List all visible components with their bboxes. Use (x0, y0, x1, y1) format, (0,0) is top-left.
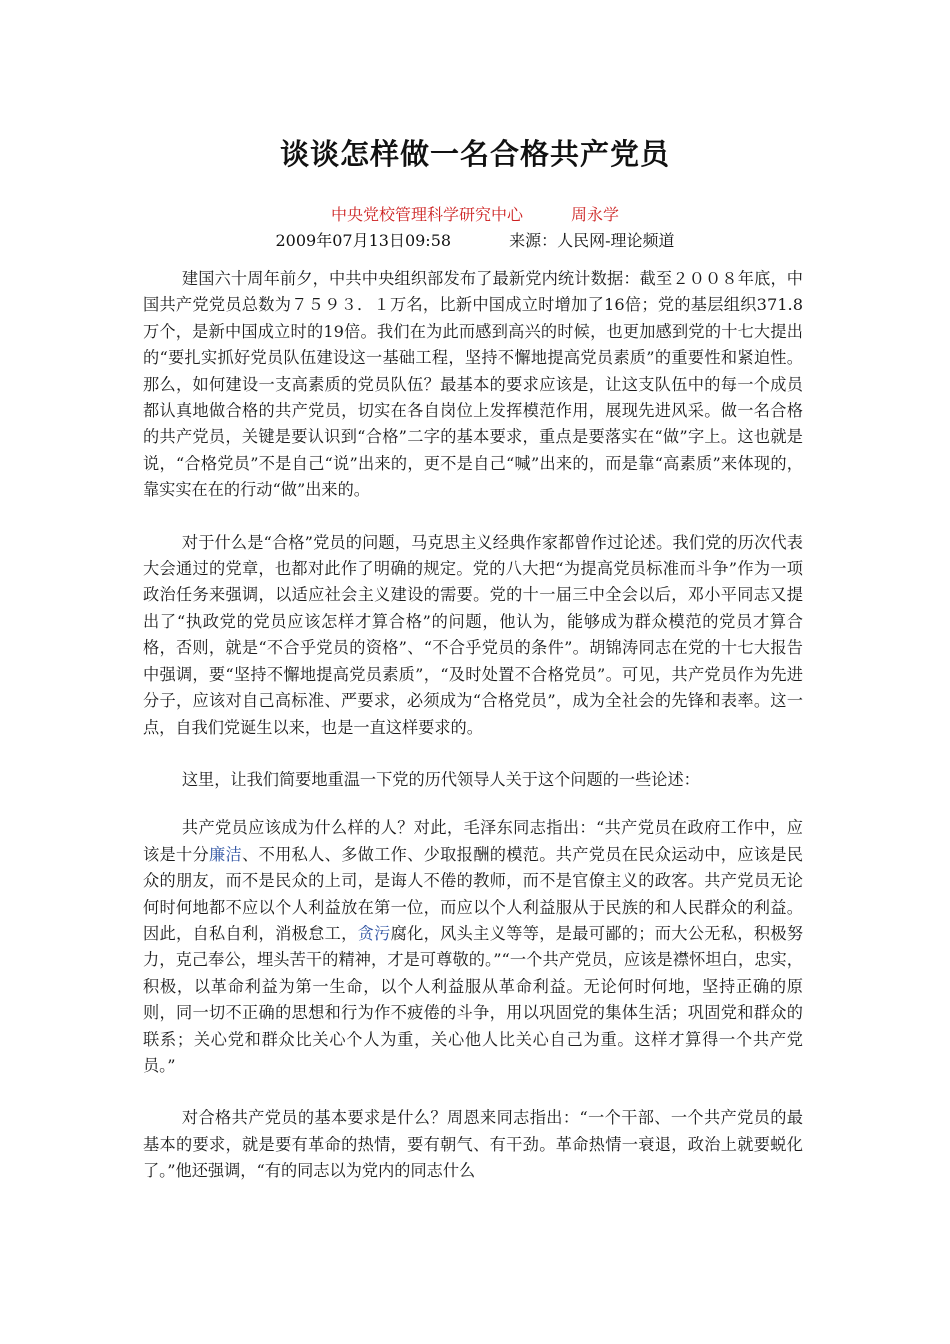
paragraph-4-part-3: 腐化，风头主义等等，是最可鄙的；而大公无私，积极努力，克己奉公，埋头苦干的精神，才是可尊敬的。”“一个共产党员，应该是襟怀坦白，忠实，积极，以革命利益为第一生命，以个人利益服从革命利益。无论何时何地，坚持正确的原则，同一切不正确的思想和行为作不疲倦的斗争，用以巩固党的集体生活；巩固党和群众的联系；关心党和群众比关心个人为重，关心他人比关心自己为重。这样才算得一个共产党员。” (143, 923, 804, 1075)
link-lianjie[interactable]: 廉洁 (209, 844, 243, 864)
paragraph-3: 这里，让我们简要地重温一下党的历代领导人关于这个问题的一些论述： (181, 769, 700, 789)
paragraph-5: 对合格共产党员的基本要求是什么？周恩来同志指出：“一个干部、一个共产党员的最基本的要求，就是要有革命的热情，要有朝气、有干劲。革命热情一衰退，政治上就要蜕化了。”他还强调，“有的同志以为党内的同志什么 (143, 1108, 803, 1181)
byline-organization: 中央党校管理科学研究中心 (330, 205, 523, 224)
paragraph-4-part-1: 共产党员应该成为什么样的人？对此，毛泽东同志指出：“共产党员在政府工作中，应该是十分 (143, 818, 803, 864)
byline-author: 周永学 (571, 205, 620, 224)
paragraph-4-part-2: 、不用私人、多做工作、少取报酬的模范。共产党员在民众运动中，应该是民众的朋友，而不是民众的上司，是诲人不倦的教师，而不是官僚主义的政客。共产党员无论何时何地都不应以个人利益放在第一位，而应以个人利益服从于民族的和人民群众的利益。因此，自私自利，消极怠工， (143, 844, 804, 943)
link-tanwu[interactable]: 贪污 (357, 923, 391, 943)
byline (0, 202, 950, 225)
document-title: 谈谈怎样做一名合格共产党员 (279, 137, 670, 171)
publish-date: 2009年07月13日09:58 (275, 231, 452, 250)
paragraph-2: 对于什么是“合格”党员的问题，马克思主义经典作家都曾作过论述。我们党的历次代表大会通过的党章，也都对此作了明确的规定。党的八大把“为提高党员标准而斗争”作为一项政治任务来强调，以适应社会主义建设的需要。党的十一届三中全会以后，邓小平同志又提出了“执政党的党员应该怎样才算合格”的问题，他认为，能够成为群众模范的党员才算合格，否则，就是“不合乎党员的资格”、“不合乎党员的条件”。胡锦涛同志在党的十七大报告中强调，要“坚持不懈地提高党员素质”，“及时处置不合格党员”。可见，共产党员作为先进分子，应该对自己高标准、严要求，必须成为“合格党员”，成为全社会的先锋和表率。这一点，自我们党诞生以来，也是一直这样要求的。 (143, 532, 803, 737)
article-source: 来源：人民网-理论频道 (509, 231, 675, 250)
paragraph-4 (143, 815, 803, 1079)
dateline (0, 228, 950, 251)
paragraph-1: 建国六十周年前夕，中共中央组织部发布了最新党内统计数据：截至２００８年底，中国共产党党员总数为７５９３．１万名，比新中国成立时增加了16倍；党的基层组织371.8万个，是新中国成立时的19倍。我们在为此而感到高兴的时候，也更加感到党的十七大提出的“要扎实抓好党员队伍建设这一基础工程，坚持不懈地提高党员素质”的重要性和紧迫性。那么，如何建设一支高素质的党员队伍？最基本的要求应该是，让这支队伍中的每一个成员都认真地做合格的共产党员，切实在各自岗位上发挥模范作用，展现先进风采。做一名合格的共产党员，关键是要认识到“合格”二字的基本要求，重点是要落实在“做”字上。这也就是说，“合格党员”不是自己“说”出来的，更不是自己“喊”出来的，而是靠“高素质”来体现的，靠实实在在的行动“做”出来的。 (143, 269, 803, 500)
article-body (143, 266, 803, 1211)
